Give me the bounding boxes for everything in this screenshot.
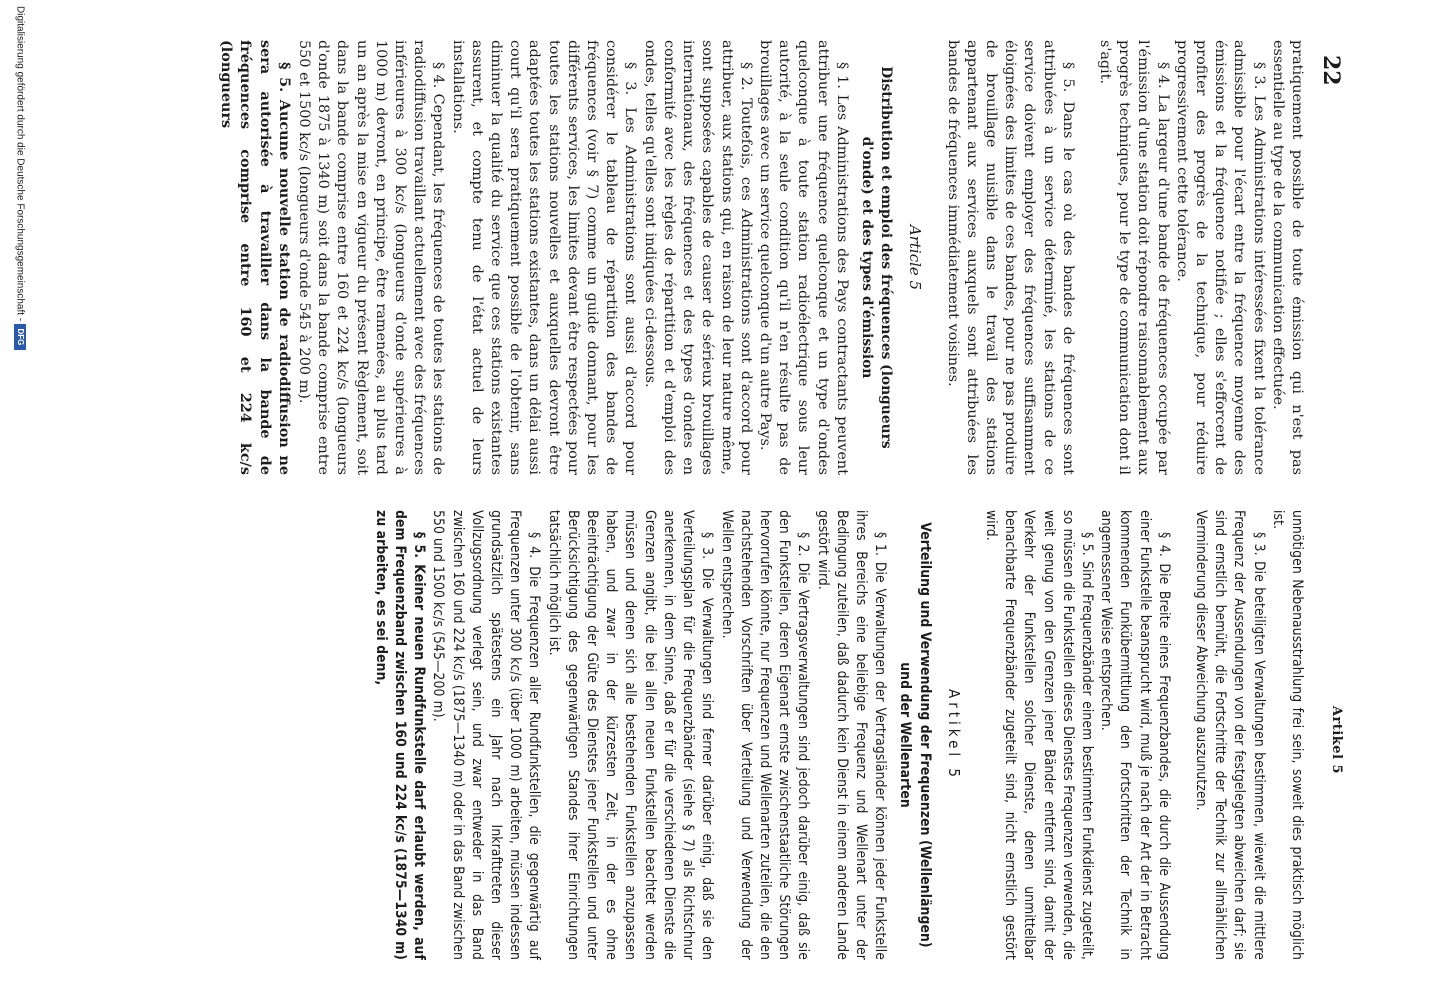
german-column: [371, 510, 1306, 960]
fr-intro-paragraph: pratiquement possible de toute émission qui n'est pas essentielle au type de la communication effectuée.: [1269, 40, 1305, 475]
french-column: [217, 40, 1306, 475]
de-paragraph-3: § 3. Die Verwaltungen sind ferner darüber einig, daß sie den Verteilungsplan für die Frequenzbänder (siehe § 7) als Richtschnur anerkennen, in dem Sinne, daß er für die verschiedenen Dienste die Grenzen angibt, die bei allen neuen Funkstellen beachtet werden müssen und denen sich alle bestehenden Funkstellen anzupassen haben, und zwar in der kürzesten Zeit, in der es ohne Beeinträchtigung der Güte des Dienstes jener Funkstellen und unter Berücksichtigung des gegenwärtigen Standes ihrer Einrichtungen tatsächlich möglich ist.: [545, 510, 716, 960]
de-art4-paragraph-4: § 4. Die Breite eines Frequenzbandes, die durch die Aussendung einer Funkstelle beansprucht wird, muß je nach der Art der in Betracht kommenden Funkübermittlung den Fortschritten der Technik in angemessener Weise entsprechen.: [1098, 510, 1172, 960]
fr-article-title: Article 5: [906, 224, 925, 291]
de-paragraph-2: § 2. Die Vertragsverwaltungen sind jedoch darüber einig, daß sie den Funkstellen, deren Eigenart ernste zwischenstaatliche Störungen hervorrufen könnte, nur Frequenzen und Wellenarten zuteilen, die den nachstehenden Vorschriften über Verteilung und Verwendung der Wellen entsprechen.: [718, 510, 812, 960]
fr-art4-paragraph-3: § 3. Les Administrations intéressées fixent la tolérance admissible pour l'écart entre la fréquence moyenne des émissions et la fréquence notifiée ; elles s'efforcent de profiter des progrès de la technique, pour réduire progressivement cette tolérance.: [1173, 40, 1267, 475]
de-art4-paragraph-3: § 3. Die beteiligten Verwaltungen bestimmen, wieweit die mittlere Frequenz der Aussendungen von der festgelegten abweichen darf; sie sind ernstlich bemüht, die Fortschritte der Technik zur allmählichen Verminderung dieser Abweichung auszunutzen.: [1192, 510, 1267, 960]
de-paragraph-1: § 1. Die Verwaltungen der Vertragsländer können jeder Funkstelle ihres Bereichs eine beliebige Frequenz und Wellenart unter der Bedingung zuteilen, daß dadurch kein Dienst in einem anderen Lande gestört wird.: [814, 510, 889, 960]
fr-paragraph-4: § 4. Cependant, les fréquences de toutes les stations de radiodiffusion travaillant actuellement avec des fréquences inférieures à 300 kc/s (longueurs d'onde supérieures à 1000 m) devront, en principe, être ramenées, au plus tard un an après la mise en vigueur du présent Règlement, soit dans la bande comprise entre 160 et 224 kc/s (longueurs d'onde 1875 à 1340 m) soit dans la bande comprise entre 550 et 1500 kc/s (longueurs d'onde 545 à 200 m).: [296, 40, 447, 475]
fr-art4-paragraph-4: § 4. La largeur d'une bande de fréquences occupée par l'émission d'une station doit répondre raisonnablement aux progrès techniques, pour le type de communication dont il s'agit.: [1096, 40, 1171, 475]
de-article-heading: Verteilung und Verwendung der Frequenzen (Wellenlängen) und der Wellenarten: [897, 522, 933, 948]
running-header: Artikel 5: [1329, 705, 1344, 775]
de-intro-paragraph: unnötigen Nebenausstrahlung frei sein, soweit dies praktisch möglich ist.: [1269, 510, 1305, 960]
fr-article-heading: Distribution et emploi des fréquences (longueurs d'onde) et des types d'émission: [858, 66, 895, 449]
fr-art4-paragraph-5: § 5. Dans le cas où des bandes de fréquences sont attribuées à un service déterminé, les stations de ce service doivent employer des fréquences suffisamment éloignées des limites de ces bandes, pour ne pas produire de brouillage nuisible dans le travail des stations appartenant aux services auxquels sont attribuées les bandes de fréquences immédiatement voisines.: [944, 40, 1076, 475]
fr-paragraph-1: § 1. Les Administrations des Pays contractants peuvent attribuer une fréquence quelconque et un type d'ondes quelconque à toute station radioélectrique sous leur autorité, à la seule condition qu'il n'en résulte pas de brouillages avec un service quelconque d'un autre Pays.: [756, 40, 850, 475]
page-number: 22: [1318, 55, 1344, 86]
de-art4-paragraph-5: § 5. Sind Frequenzbänder einem bestimmten Funkdienst zugeteilt, so müssen die Funkstellen dieses Dienstes Frequenzen verwenden, die weit genug von den Grenzen jener Bänder entfernt sind, damit der Verkehr der Funkstellen solcher Dienste, denen unmittelbar benachbarte Frequenzbänder zugeteilt sind, nicht ernstlich gestört wird.: [982, 510, 1095, 960]
digitization-credit: [14, 0, 26, 1006]
de-paragraph-5: § 5. Keiner neuen Rundfunkstelle darf erlaubt werden, auf dem Frequenzband zwischen 160 und 224 kc/s (1875—1340 m) zu arbeiten, es sei denn,: [372, 510, 428, 960]
de-paragraph-4: § 4. Die Frequenzen aller Rundfunkstellen, die gegenwärtig auf Frequenzen unter 300 kc/s (über 1000 m) arbeiten, müssen indessen grundsätzlich spätestens ein Jahr nach Inkrafttreten dieser Vollzugsordnung verlegt sein, und zwar entweder in das Band zwischen 160 und 224 kc/s (1875—1340 m) oder in das Band zwischen 550 und 1500 kc/s (545—200 m).: [430, 510, 543, 960]
fr-paragraph-3: § 3. Les Administrations sont aussi d'accord pour considérer le tableau de répartition des bandes de fréquences (voir § 7) comme un guide donnant, pour les différents services, les limites devant être respectées pour toutes les stations nouvelles et auxquelles devront être adaptées toutes les stations existantes, dans un délai aussi court qu'il sera pratiquement possible de l'obtenir, sans diminuer la qualité du service que ces stations existantes assurent, et compte tenu de l'état actuel de leurs installations.: [449, 40, 639, 475]
fr-paragraph-5: § 5. Aucune nouvelle station de radiodiffusion ne sera autorisée à travailler dans la bande de fréquences comprise entre 160 et 224 kc/s (longueurs: [218, 40, 293, 475]
dfg-logo: DFG: [14, 324, 26, 350]
credit-text: Digitalisierung gefördert durch die Deutsche Forschungsgemeinschaft -: [14, 6, 26, 322]
de-article-title: Artikel 5: [944, 688, 963, 781]
fr-paragraph-2: § 2. Toutefois, ces Administrations sont d'accord pour attribuer, aux stations qui, en raison de leur nature même, sont supposées capables de causer de sérieux brouillages internationaux, des fréquences et des types d'ondes en conformité avec les règles de répartition et d'emploi des ondes, telles qu'elles sont indiquées ci-dessous.: [641, 40, 754, 475]
